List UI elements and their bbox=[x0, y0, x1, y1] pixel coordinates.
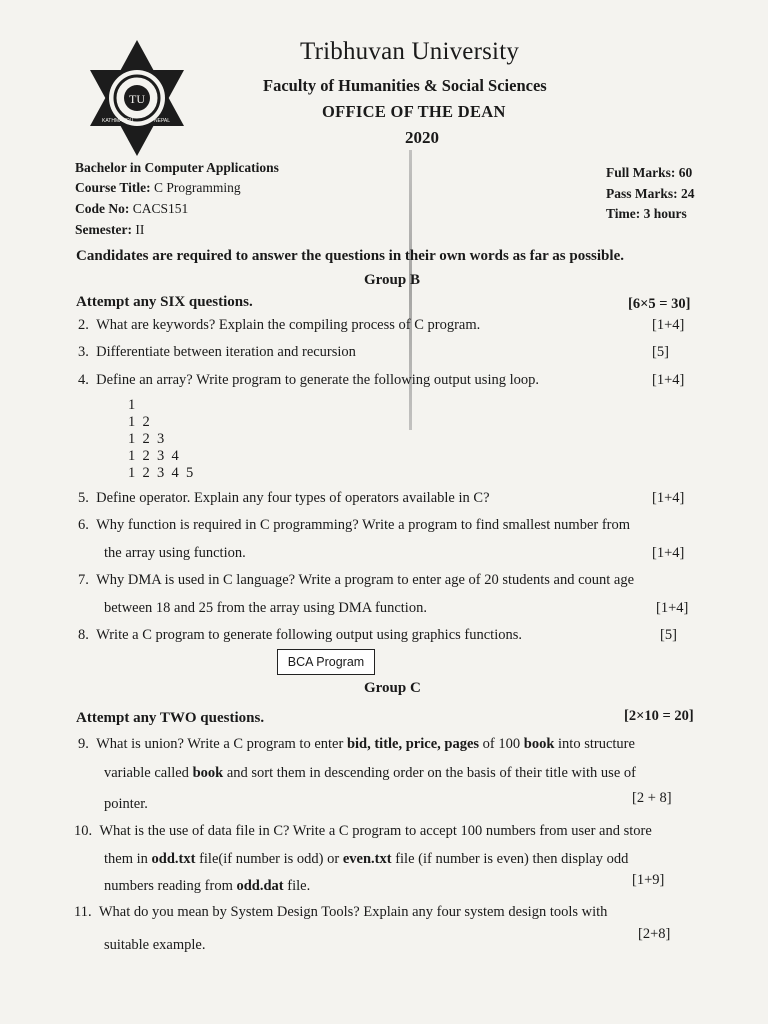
question-10: 10. What is the use of data file in C? Write a C program to accept 100 numbers from user and store bbox=[74, 823, 652, 839]
question-4: 4. Define an array? Write program to generate the following output using loop. bbox=[78, 372, 539, 388]
pattern-row: 1 2 bbox=[128, 414, 150, 430]
exam-time: Time: 3 hours bbox=[606, 206, 687, 221]
question-6-line-2: the array using function. bbox=[104, 545, 246, 561]
group-b-total: [6×5 = 30] bbox=[628, 296, 691, 312]
question-8-marks: [5] bbox=[660, 627, 677, 643]
question-5-marks: [1+4] bbox=[652, 490, 685, 506]
question-6-marks: [1+4] bbox=[652, 545, 685, 561]
question-7: 7. Why DMA is used in C language? Write a program to enter age of 20 students and count age bbox=[78, 572, 635, 588]
question-10-line-2: them in odd.txt file(if number is odd) or even.txt file (if number is even) then display odd bbox=[104, 851, 629, 867]
pattern-row: 1 2 3 4 bbox=[128, 448, 179, 464]
exam-year: 2020 bbox=[405, 128, 439, 147]
group-c-title: Group C bbox=[364, 680, 421, 696]
question-9-line-2: variable called book and sort them in descending order on the basis of their title with use of bbox=[104, 765, 636, 781]
graphics-output-box: BCA Program bbox=[277, 649, 375, 675]
question-7-line-2: between 18 and 25 from the array using DMA function. bbox=[104, 600, 427, 616]
svg-text:TU: TU bbox=[129, 92, 145, 106]
question-2-marks: [1+4] bbox=[652, 317, 685, 333]
group-c-attempt: Attempt any TWO questions. bbox=[76, 710, 265, 726]
question-10-line-3: numbers reading from odd.dat file. bbox=[104, 878, 311, 894]
pattern-row: 1 2 3 4 5 bbox=[128, 465, 194, 481]
faculty-name: Faculty of Humanities & Social Sciences bbox=[263, 76, 547, 95]
question-8: 8. Write a C program to generate following output using graphics functions. bbox=[78, 627, 522, 643]
course-title: Course Title: C Programming bbox=[75, 180, 241, 195]
question-3-marks: [5] bbox=[652, 344, 669, 360]
question-9-line-3: pointer. bbox=[104, 796, 148, 812]
question-11: 11. What do you mean by System Design Tools? Explain any four system design tools with bbox=[74, 904, 608, 920]
question-2: 2. What are keywords? Explain the compiling process of C program. bbox=[78, 317, 481, 333]
group-b-title: Group B bbox=[364, 272, 420, 288]
pass-marks: Pass Marks: 24 bbox=[606, 186, 695, 201]
group-b-attempt: Attempt any SIX questions. bbox=[76, 294, 253, 310]
question-5: 5. Define operator. Explain any four types of operators available in C? bbox=[78, 490, 490, 506]
course-code: Code No: CACS151 bbox=[75, 201, 189, 216]
question-11-marks: [2+8] bbox=[638, 926, 671, 942]
full-marks: Full Marks: 60 bbox=[606, 165, 693, 180]
question-7-marks: [1+4] bbox=[656, 600, 689, 616]
question-10-marks: [1+9] bbox=[632, 872, 665, 888]
logo-text-right: NEPAL bbox=[154, 118, 171, 124]
question-9-marks: [2 + 8] bbox=[632, 790, 672, 806]
pattern-row: 1 bbox=[128, 397, 136, 413]
group-c-total: [2×10 = 20] bbox=[624, 708, 694, 724]
question-11-line-2: suitable example. bbox=[104, 937, 206, 953]
question-3: 3. Differentiate between iteration and recursion bbox=[78, 344, 356, 360]
semester: Semester: II bbox=[75, 222, 145, 237]
number-pattern bbox=[128, 397, 193, 482]
instructions: Candidates are required to answer the questions in their own words as far as possible. bbox=[76, 248, 624, 264]
question-4-marks: [1+4] bbox=[652, 372, 685, 388]
program-name: Bachelor in Computer Applications bbox=[75, 160, 279, 175]
university-logo bbox=[82, 38, 192, 158]
question-9: 9. What is union? Write a C program to enter bid, title, price, pages of 100 book into structure bbox=[78, 736, 635, 752]
question-6: 6. Why function is required in C programming? Write a program to find smallest number from bbox=[78, 517, 631, 533]
pattern-row: 1 2 3 bbox=[128, 431, 165, 447]
office-title: OFFICE OF THE DEAN bbox=[322, 102, 506, 121]
logo-text-left: KATHMANDU bbox=[102, 118, 134, 124]
university-name: Tribhuvan University bbox=[300, 38, 520, 65]
